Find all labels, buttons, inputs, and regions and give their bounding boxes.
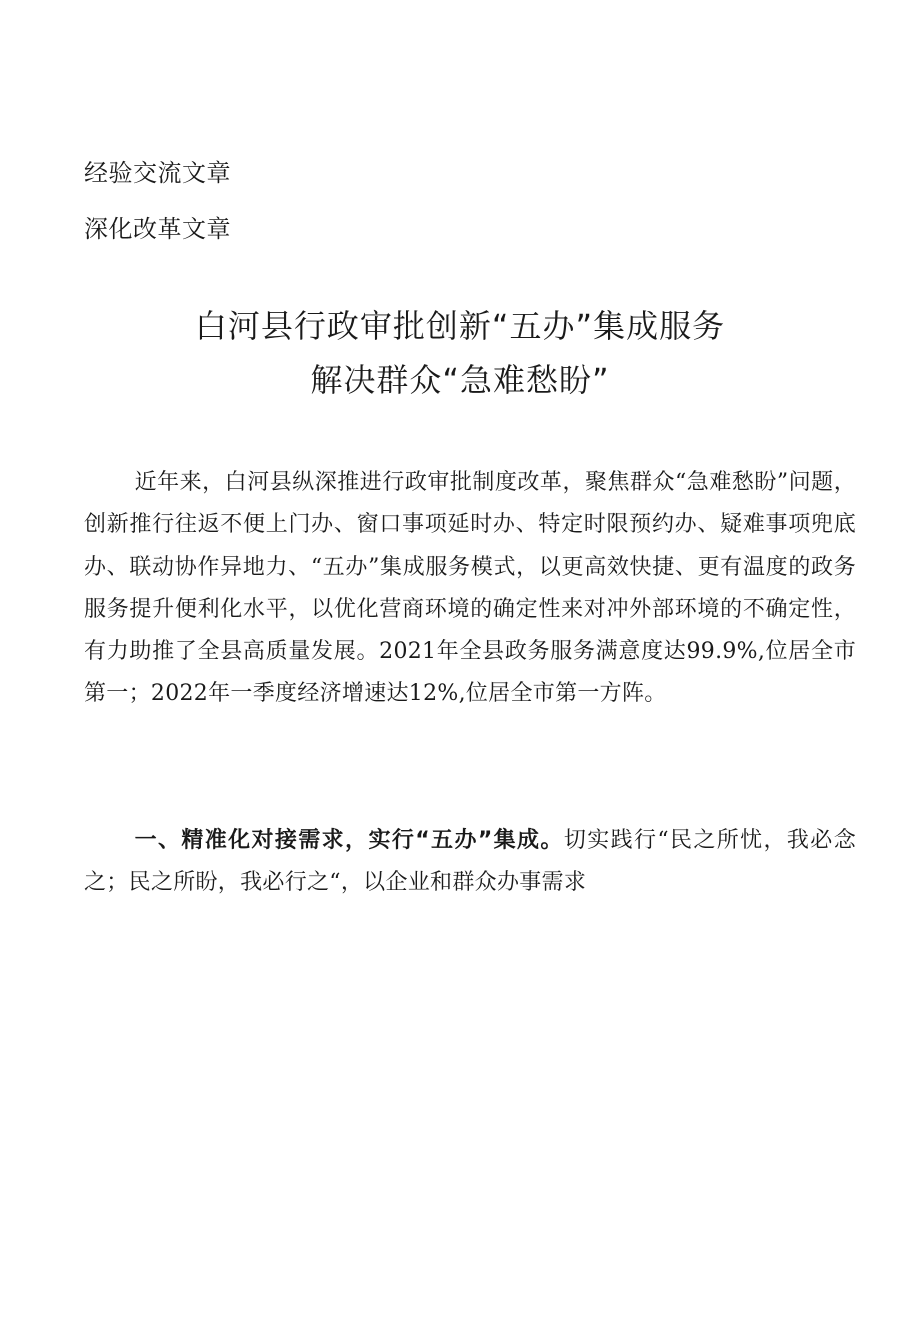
intro-paragraph-block [84,462,856,716]
section-one-paragraph [84,820,856,905]
category-tag-experience: 经验交流文章 [84,159,231,187]
article-title-line-2: 解决群众“急难愁盼” [310,361,610,399]
intro-paragraph: 近年来，白河县纵深推进行政审批制度改革，聚焦群众“急难愁盼”问题，创新推行往返不便上门办、窗口事项延时办、特定时限预约办、疑难事项兜底办、联动协作异地力、“五办”集成服务模式，以更高效快捷、更有温度的政务服务提升便利化水平，以优化营商环境的确定性来对冲外部环境的不确定性，有力助推了全县高质量发展。2021年全县政务服务满意度达99.9%,位居全市第一；2022年一季度经济增速达12%,位居全市第一方阵。 [84,470,856,707]
section-one-paragraph-block [84,820,856,905]
category-tag-reform: 深化改革文章 [84,215,231,243]
article-title-line-1: 白河县行政审批创新“五办”集成服务 [194,307,726,345]
section-one-text: 切实践行“民之所忧，我必念之；民之所盼，我必行之“，以企业和群众办事需求 [84,828,856,896]
section-one-heading: 一、精准化对接需求，实行“五办”集成。 [134,828,564,853]
